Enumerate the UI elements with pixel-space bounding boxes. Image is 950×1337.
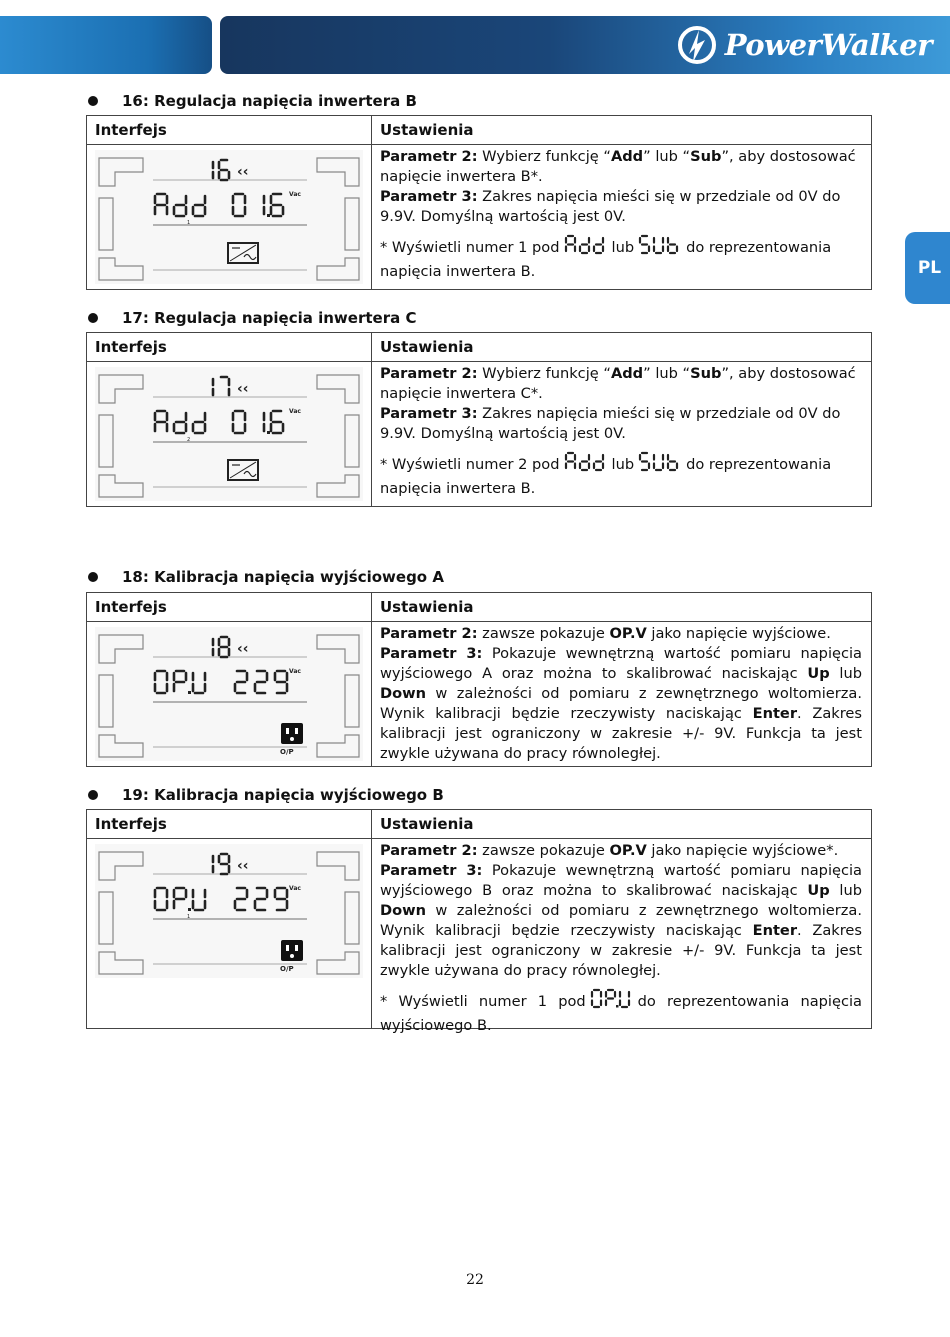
table-section-17 [86,332,872,507]
column-header-interface: Interfejs [87,116,372,144]
column-header-settings: Ustawienia [380,121,474,139]
section-title-16: 16: Regulacja napięcia inwertera B [88,92,417,110]
table-row [87,362,871,506]
column-header-settings: Ustawienia [380,598,474,616]
lcd-left-text [155,194,205,216]
banner-right-block [220,16,950,74]
sub-segment-glyph [638,451,682,479]
section-title-19: 19: Kalibracja napięcia wyjściowego B [88,786,444,804]
lcd-sub-number: 2 [187,437,191,443]
lcd-display [95,844,363,978]
svg-text:‹‹: ‹‹ [237,858,249,874]
bullet-icon [88,313,98,323]
param2-text: Parametr 2: zawsze pokazuje OP.V jako napięcie wyjściowe*. [380,842,839,859]
lcd-left-text [155,888,205,911]
lcd-right-text [235,888,287,910]
lcd-display [95,150,363,284]
lcd-icon-label: O/P [280,748,294,756]
lcd-unit: Vac [289,191,301,198]
column-header-settings: Ustawienia [380,338,474,356]
bullet-icon [88,572,98,582]
column-header-interface: Interfejs [87,810,372,838]
header-banner [0,16,950,74]
param2-text: Parametr 2: zawsze pokazuje OP.V jako napięcie wyjściowe. [380,625,831,642]
lcd-cell [87,362,372,506]
table-header-row [87,116,871,145]
table-header-row [87,593,871,622]
lcd-icon-label: O/P [280,965,294,973]
lcd-sub-number: 1 [187,914,191,920]
brand-name: PowerWalker [724,28,932,62]
sub-segment-glyph [638,234,682,262]
lcd-code [213,637,249,657]
svg-text:‹‹: ‹‹ [237,641,249,657]
param2-text: Parametr 2: Wybierz funkcję “Add” lub “Sub”, aby dostosować napięcie inwertera B*. [380,148,856,185]
param3-text: Parametr 3: Zakres napięcia mieści się w przedziale od 0V do 9.9V. Domyślną wartością jest 0V. [380,188,841,225]
table-row [87,839,871,1034]
lcd-cell [87,145,372,289]
table-header-row [87,333,871,362]
settings-cell [372,839,871,1034]
table-row [87,622,871,766]
table-section-19 [86,809,872,1034]
param3-text: Parametr 3: Zakres napięcia mieści się w przedziale od 0V do 9.9V. Domyślną wartością jest 0V. [380,405,841,442]
bullet-icon [88,96,98,106]
lcd-cell [87,839,372,1028]
lcd-graphic [95,150,363,284]
lcd-graphic [95,627,363,761]
lcd-right-text [233,411,283,434]
brand-logo [675,24,932,66]
lcd-code [213,377,249,397]
lcd-right-text [233,194,283,217]
table-header-row [87,810,871,839]
table-section-16 [86,115,872,290]
param2-text: Parametr 2: Wybierz funkcję “Add” lub “Sub”, aby dostosować napięcie inwertera C*. [380,365,856,402]
footnote-text: * Wyświetli numer 1 pod lub do reprezentowania napięcia inwertera B. [380,234,862,282]
param3-text: Parametr 3: Pokazuje wewnętrzną wartość pomiaru napięcia wyjściowego B oraz można to skalibrować naciskając Up lub Down w zależności od pomiaru z zewnętrznego woltomierza. Wynik kalibracji będzie rzeczywisty naciskając Enter. Zakres kalibracji jest ograniczony w zakresie +/- 9V. Funkcja ta jest zwykle używana do pracy równoległej. [380,862,863,979]
settings-cell [372,145,871,289]
table-section-18 [86,592,872,767]
add-segment-glyph [564,451,608,479]
power-logo-icon [675,24,719,66]
lcd-cell [87,622,372,766]
page-number: 22 [466,1272,484,1288]
lcd-left-text [155,671,205,694]
table-row [87,145,871,289]
settings-cell [372,622,871,766]
output-socket-icon [281,723,303,744]
lcd-graphic [95,844,363,978]
lcd-unit: Vac [289,668,301,675]
section-title-17: 17: Regulacja napięcia inwertera C [88,309,416,327]
inverter-icon [228,243,258,263]
lcd-code [213,160,249,180]
lcd-unit: Vac [289,885,301,892]
lcd-code [213,854,249,874]
svg-text:‹‹: ‹‹ [237,381,249,397]
lcd-sub-number: 1 [187,220,191,226]
column-header-interface: Interfejs [87,333,372,361]
section-title-18: 18: Kalibracja napięcia wyjściowego A [88,568,444,586]
svg-text:‹‹: ‹‹ [237,164,249,180]
lcd-display [95,627,363,761]
settings-cell [372,362,871,506]
inverter-icon [228,460,258,480]
param3-text: Parametr 3: Pokazuje wewnętrzną wartość pomiaru napięcia wyjściowego A oraz można to skalibrować naciskając Up lub Down w zależności od pomiaru z zewnętrznego woltomierza. Wynik kalibracji będzie rzeczywisty naciskając Enter. Zakres kalibracji jest ograniczony w zakresie +/- 9V. Funkcja ta jest zwykle używana do pracy równoległej. [380,645,863,762]
lcd-display [95,367,363,501]
opu-segment-glyph [590,988,634,1016]
footnote-text: * Wyświetli numer 2 pod lub do reprezentowania napięcia inwertera B. [380,451,862,499]
language-tab-pl[interactable]: PL [905,232,950,304]
lcd-unit: Vac [289,408,301,415]
column-header-interface: Interfejs [87,593,372,621]
output-socket-icon [281,940,303,961]
lcd-left-text [155,411,205,433]
footnote-text: * Wyświetli numer 1 pod do reprezentowania napięcia wyjściowego B. [380,988,862,1036]
lcd-graphic [95,367,363,501]
column-header-settings: Ustawienia [380,815,474,833]
add-segment-glyph [564,234,608,262]
bullet-icon [88,790,98,800]
lcd-right-text [235,671,287,693]
banner-left-block [0,16,212,74]
